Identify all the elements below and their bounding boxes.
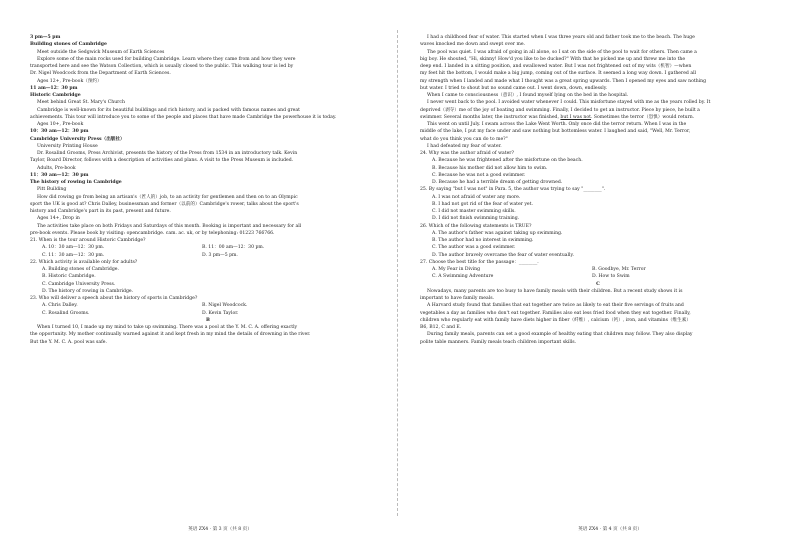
page-footer: 英语 ZX4 · 第 3 页（共 8 页） (188, 527, 252, 532)
passage-text: When I came to consciousness（意识）, I found myself lying on the bed in the hospital. (427, 93, 629, 98)
option: A. Chris Dalley. (42, 303, 78, 309)
option: C. A Swimming Adventure (432, 274, 494, 280)
passage-text: children who regularly eat with family have diets higher in fiber（纤维）, calcium（钙）, iron, and vitamins（维生素） (420, 317, 691, 323)
option: A. 10：30 am—12：30 pm. (42, 245, 105, 251)
passage-text: I had a childhood fear of water. This started when I was three years old and father took me to the beach. The huge (427, 35, 695, 40)
passage-text: B6, B12, C and E. (420, 325, 462, 330)
passage-text: deprived（剥夺）me of the joy of boating and swimming. Finally, I decided to get an instructor. Piece by piece, he built a (420, 107, 700, 113)
passage-text: the opportunity. My mother continually warned against it and kept fresh in my mind the details of drowning in the river. (30, 332, 311, 338)
option: C. I did not master swimming skills. (432, 209, 516, 214)
event-location: University Printing House (37, 143, 98, 149)
option: D. I did not finish swimming training. (432, 216, 520, 222)
passage-text: my feet hit the bottom, I would make a big jump, coming out of the surface. It seemed a long way down. I gathered all (420, 71, 697, 77)
option: A. I was not afraid of water any more. (432, 194, 521, 200)
passage-text: polite table manners. Family meals teach children important skills. (420, 339, 577, 345)
event-desc: achievements. This tour will introduce you to some of the people and places that have made Cambridge the powerhouse it is today. (30, 114, 337, 120)
event-location: Pitt Building (37, 187, 67, 193)
passage-fragment: swimmer. Several months later, the instructor was finished, (420, 114, 561, 120)
options-21 (30, 252, 386, 259)
right-column (420, 34, 776, 346)
option: B. Nigel Woodcock. (202, 303, 248, 309)
event-age: Ages 14+, Drop in (37, 216, 80, 222)
passage-text: waves knocked me down and swept over me. (420, 42, 526, 48)
passage-fragment: . Sometimes the terror（恐惧）would return. (590, 114, 695, 120)
event-age: Ages 12+, Pre-book（预约） (37, 78, 102, 84)
passage-text: During family meals, parents can set a good example of healthy eating that children may follow. They also display (427, 332, 693, 338)
option: C. 11：30 am—12：30 pm. (42, 252, 105, 258)
passage-text (420, 114, 776, 121)
event-time: 3 pm—5 pm (30, 35, 61, 40)
question-24: 24. Why was the author afraid of water? (420, 151, 514, 156)
question-21: 21. When is the tour around Historic Cambridge? (30, 238, 146, 243)
options-23 (30, 302, 386, 309)
event-time: 10：30 am—12：30 pm (30, 129, 89, 135)
question-27: 27. Choose the best title for the passage：________. (420, 259, 539, 265)
options-27 (420, 273, 776, 280)
event-desc: How did rowing go from being an artisan's（匠人的）job, to an activity for gentlemen and then on to an Olympic (37, 194, 298, 200)
event-desc: Dr. Rosalind Grooms, Press Archivist, presents the history of the Press from 1534 in an introductory talk. Kevin (37, 151, 298, 156)
option: B. Historic Cambridge. (42, 274, 96, 280)
event-title: Cambridge University Press（出版社） (30, 136, 125, 142)
option: A. Building stones of Cambridge. (42, 267, 119, 272)
event-location: Meet behind Great St. Mary's Church (37, 100, 125, 106)
passage-text: I had defeated my fear of water. (427, 143, 502, 149)
passage-text: Nowadays, many parents are too busy to have family meals with their children. But a recent study shows it is (427, 288, 683, 294)
event-desc: Cambridge is well-known for its beautiful buildings and rich history, and is packed with famous names and great (37, 107, 300, 113)
passage-text: but water. I tried to shout but no sound came out. I went down, down, endlessly. (420, 85, 608, 91)
passage-text: important to have family meals. (420, 296, 495, 301)
option: D. How to Swim (592, 274, 630, 280)
column-divider (397, 30, 398, 516)
booking-note: The activities take place on both Fridays and Saturdays of this month. Booking is important and necessary for all (37, 223, 302, 229)
option: D. Because he had a terrible dream of getting drowned. (432, 180, 563, 185)
option: D. 3 pm—5 pm. (202, 252, 238, 258)
event-time: 11 am—12：30 pm (30, 85, 78, 91)
option: C. The author was a good swimmer. (432, 245, 516, 251)
passage-text: deep end. I landed in a sitting position, and swallowed water. But I was not frightened out of my wits（机智）—when (420, 64, 692, 69)
option: D. Kevin Taylor. (202, 310, 239, 316)
option: C. Rosalind Grooms. (42, 310, 90, 316)
event-time: 11：30 am—12：30 pm (30, 172, 89, 178)
option: B. 11：00 am—12：30 pm. (202, 245, 265, 251)
options-27 (420, 266, 776, 273)
option: D. The history of rowing in Cambridge. (42, 288, 134, 294)
option: D. The author bravely overcame the fear of water eventually. (432, 252, 574, 258)
event-desc: sport the UK is good at? Chris Dalley, businessman and former（以前的）Cambridge's rower, talks about the sport's (30, 201, 299, 207)
passage-text: But the Y. M. C. A. pool was safe. (30, 339, 107, 345)
option: B. I had not got rid of the fear of water yet. (432, 201, 533, 207)
event-age: Adults, Pre-book (37, 165, 76, 171)
underlined-phrase: but I was not (560, 114, 591, 120)
passage-text: When I turned 10, I made up my mind to take up swimming. There was a pool at the Y. M. C. A. offering exactly (37, 325, 298, 330)
event-desc: Dr. Nigel Woodcock from the Department of Earth Sciences. (30, 71, 171, 77)
passage-text: vegetables a day as families who don't eat together. Families also eat less fried food when they eat together. Finally, (420, 310, 691, 316)
passage-text: my strength when I landed and made what I thought was a great spring upwards. Then I opened my eyes and saw nothing (420, 78, 707, 84)
event-desc: transported here and see the Watson Collection, which is usually closed to the public. This walking tour is led by (30, 64, 294, 69)
event-desc: Taylor, Board Director, follows with a description of activities and plans. A visit to the Press Museum is included. (30, 158, 294, 164)
option: A. The author's father was against taking up swimming. (432, 230, 563, 236)
page-footer: 英语 ZX4 · 第 4 页（共 8 页） (578, 527, 642, 532)
option: B. The author had no interest in swimming. (432, 238, 534, 243)
option: B. Goodbye, Mr. Terror (592, 267, 646, 272)
passage-text: The pool was quiet. I was afraid of going in all alone, so I sat on the side of the pool to wait for others. Then came a (427, 49, 697, 55)
event-location: Meet outside the Sedgwick Museum of Earth Sciences (37, 49, 165, 55)
passage-text: A Harvard study found that families that eat together are twice as likely to eat their five servings of fruits and (427, 303, 684, 309)
event-title: Building stones of Cambridge (30, 42, 107, 48)
question-23: 23. Who will deliver a speech about the history of sports in Cambridge? (30, 296, 198, 301)
event-title: Historic Cambridge (30, 93, 81, 98)
event-desc: Explore some of the main rocks used for building Cambridge. Learn where they came from and how they were (37, 56, 296, 62)
passage-text: what do you think you can do to me?" (420, 136, 508, 142)
passage-text: I never went back to the pool. I avoided water whenever I could. This misfortune stayed with me as the years rolled by. It (427, 100, 711, 106)
event-age: Ages 10+, Pre-book (37, 122, 84, 127)
section-heading: C (596, 281, 600, 287)
event-title: The history of rowing in Cambridge (30, 180, 122, 185)
passage-text: This went on until July. I swam across the Lake Went Worth. Only once did the terror return. When I was in the (427, 122, 687, 127)
option: C. Cambridge University Press. (42, 281, 116, 287)
booking-note: pre-book events. Please book by visiting: opencambridge. cam. ac. uk, or by telephoning: 01223 766766. (30, 230, 275, 236)
passage-text: big boy. He shouted, "Hi, skinny! How'd you like to be ducked?" With that he picked me up and threw me into the (420, 56, 686, 62)
options-21 (30, 244, 386, 251)
option: B. Because his mother did not allow him to swim. (432, 165, 548, 171)
option: A. Because he was frightened after the misfortune on the beach. (432, 158, 583, 164)
option: A. My Fear in Diving (432, 267, 481, 272)
left-column (30, 34, 386, 346)
section-heading: B (206, 317, 210, 323)
question-26: 26. Which of the following statements is TRUE? (420, 223, 532, 229)
question-22: 22. Which activity is available only for adults? (30, 259, 138, 265)
option: C. Because he was not a good swimmer. (432, 172, 526, 178)
question-25: 25. By saying "but I was not" in Para. 5, the author was trying to say "________". (420, 187, 606, 193)
passage-text: middle of the lake, I put my face under and saw nothing but bottomless water. I laughed and said, "Well, Mr. Terror, (420, 129, 691, 135)
options-23 (30, 310, 386, 317)
event-desc: history and Cambridge's part in its past, present and future. (30, 209, 171, 214)
